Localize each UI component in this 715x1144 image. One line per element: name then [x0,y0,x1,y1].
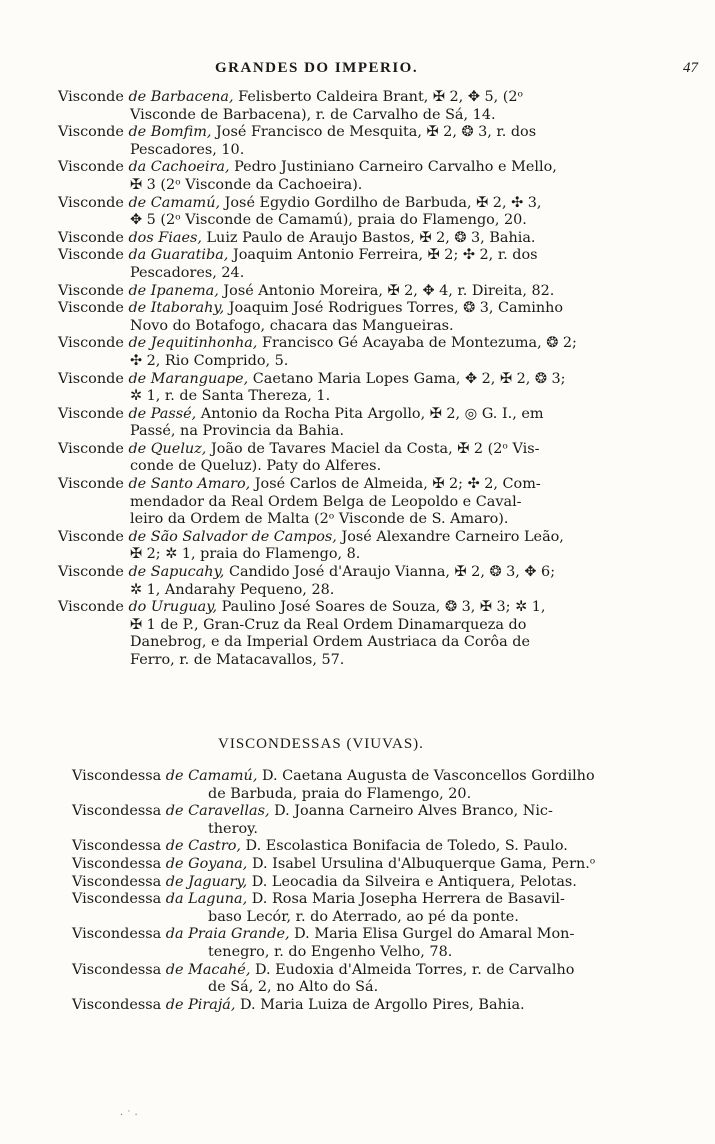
entry-title: Viscondessa [72,996,162,1013]
entry-line [58,300,700,318]
list-item [58,195,700,230]
entry-text: D. Maria Luiza de Argollo Pires, Bahia. [240,996,525,1013]
entry-text: Pedro Justiniano Carneiro Carvalho e Mello, [234,159,557,176]
entry-text: theroy. [208,820,258,837]
list-item [58,406,700,441]
entry-title: Viscondessa [72,803,162,820]
entry-line [58,371,700,389]
entry-line [58,476,700,494]
entry-place: de Queluz, [128,440,207,457]
page-number: 47 [683,60,698,76]
entry-title: Visconde [58,528,124,545]
entry-line [58,652,700,670]
list-item [58,371,700,406]
entry-line [58,124,700,142]
entry-text: Francisco Gé Acayaba de Montezuma, ❂ 2; [261,335,577,352]
entry-place: de São Salvador de Campos, [128,528,337,545]
entry-text: Ferro, r. de Matacavallos, 57. [130,652,345,668]
entry-text: Pescadores, 24. [130,264,245,281]
list-item [58,124,700,159]
viscondes-list [58,89,700,670]
entry-place: de Bomfim, [128,124,212,141]
entry-place: de Sapucahy, [128,564,225,581]
entry-title: Visconde [58,476,124,493]
entry-place: de Camamú, [165,768,258,784]
entry-line [58,599,700,617]
entry-place: da Cachoeira, [128,159,230,176]
entry-text: José Alexandre Carneiro Leão, [341,528,564,545]
entry-line [72,997,712,1015]
entry-place: de Goyana, [165,855,248,872]
entry-text: D. Caetana Augusta de Vasconcellos Gordilho [261,768,595,784]
entry-text: D. Rosa Maria Josepha Herrera de Basavil- [251,891,565,908]
list-item [72,891,712,926]
entry-title: Visconde [58,229,124,246]
entry-title: Viscondessa [72,873,162,890]
entry-line [58,177,700,195]
entry-line [58,388,700,406]
list-item [72,962,712,997]
entry-text: ✣ 2, Rio Comprido, 5. [130,352,289,369]
entry-line [72,909,712,927]
entry-text: Joaquim José Rodrigues Torres, ❂ 3, Caminho [228,300,564,317]
entry-text: D. Leocadia da Silveira e Antiquera, Pelotas. [251,873,577,890]
entry-text: Luiz Paulo de Araujo Bastos, ✠ 2, ❂ 3, Bahia. [206,229,536,246]
list-item [72,803,712,838]
list-item [58,529,700,564]
entry-text: D. Isabel Ursulina d'Albuquerque Gama, Pern.ᵒ [251,855,596,872]
entry-text: Antonio da Rocha Pita Argollo, ✠ 2, ◎ G. I., em [200,405,544,422]
entry-text: Visconde de Barbacena), r. de Carvalho de Sá, 14. [130,106,496,123]
entry-line [58,89,700,107]
entry-line [58,335,700,353]
entry-place: de Barbacena, [128,89,234,105]
paper-specks: · ˙ · [120,1110,138,1121]
entry-title: Visconde [58,282,124,299]
entry-text: de Barbuda, praia do Flamengo, 20. [208,785,472,802]
entry-line [58,265,700,283]
entry-text: José Francisco de Mesquita, ✠ 2, ❂ 3, r. dos [216,124,537,141]
entry-place: de Santo Amaro, [128,476,251,493]
entry-title: Visconde [58,440,124,457]
entry-text: José Carlos de Almeida, ✠ 2; ✣ 2, Com- [254,476,541,493]
entry-place: de Macahé, [165,961,251,978]
page-header [0,60,715,82]
entry-text: ✠ 3 (2ᵒ Visconde da Cachoeira). [130,176,363,193]
list-item [72,768,712,803]
list-item [58,300,700,335]
entry-place: de Jaguary, [165,873,248,890]
entry-line [58,247,700,265]
list-item [58,89,700,124]
list-item [58,599,700,669]
entry-text: Passé, na Provincia da Bahia. [130,423,345,440]
entry-line [58,142,700,160]
entry-line [72,891,712,909]
list-item [58,283,700,301]
entry-text: Novo do Botafogo, chacara das Mangueiras. [130,317,454,334]
entry-title: Visconde [58,335,124,352]
entry-line [58,107,700,125]
entry-line [72,786,712,804]
entry-line [58,458,700,476]
entry-text: Felisberto Caldeira Brant, ✠ 2, ✥ 5, (2ᵒ [238,89,524,105]
entry-line [58,212,700,230]
entry-text: Candido José d'Araujo Vianna, ✠ 2, ❂ 3, ✥ 6; [228,564,556,581]
entry-title: Visconde [58,124,124,141]
entry-title: Visconde [58,194,124,211]
entry-text: Danebrog, e da Imperial Ordem Austriaca da Corôa de [130,634,530,651]
list-item [72,874,712,892]
entry-title: Viscondessa [72,926,162,943]
entry-title: Visconde [58,159,124,176]
entry-line [72,944,712,962]
entry-title: Visconde [58,89,124,105]
entry-place: de Maranguape, [128,370,249,387]
entry-place: dos Fiaes, [128,229,202,246]
entry-text: Paulino José Soares de Souza, ❂ 3, ✠ 3; ✲ 1, [221,599,546,616]
entry-text: mendador da Real Ordem Belga de Leopoldo e Caval- [130,493,522,510]
entry-line [58,195,700,213]
entry-text: D. Escolastica Bonifacia de Toledo, S. Paulo. [245,838,568,855]
entry-title: Visconde [58,405,124,422]
entry-text: Pescadores, 10. [130,141,245,158]
list-item [58,159,700,194]
entry-place: da Laguna, [165,891,248,908]
entry-line [72,979,712,997]
entry-line [72,962,712,980]
entry-text: leiro da Ordem de Malta (2ᵒ Visconde de S. Amaro). [130,511,509,528]
entry-line [58,159,700,177]
entry-line [58,582,700,600]
entry-text: João de Tavares Maciel da Costa, ✠ 2 (2ᵒ Vis- [210,440,540,457]
list-item [58,441,700,476]
entry-text: ✠ 2; ✲ 1, praia do Flamengo, 8. [130,546,361,563]
entry-text: José Egydio Gordilho de Barbuda, ✠ 2, ✣ 3, [224,194,542,211]
entry-place: de Castro, [165,838,241,855]
running-title: GRANDES DO IMPERIO. [215,60,419,76]
entry-place: de Itaborahy, [128,300,225,317]
entry-title: Visconde [58,300,124,317]
entry-title: Visconde [58,370,124,387]
entry-line [72,838,712,856]
entry-text: D. Maria Elisa Gurgel do Amaral Mon- [294,926,575,943]
entry-title: Visconde [58,564,124,581]
list-item [58,476,700,529]
entry-line [72,926,712,944]
list-item [58,564,700,599]
entry-text: baso Lecór, r. do Aterrado, ao pé da ponte. [208,908,519,925]
entry-text: ✲ 1, r. de Santa Thereza, 1. [130,388,331,405]
list-item [58,247,700,282]
entry-title: Viscondessa [72,768,162,784]
entry-text: ✲ 1, Andarahy Pequeno, 28. [130,581,335,598]
section-heading: VISCONDESSAS (VIUVAS). [218,736,424,752]
entry-line [72,856,712,874]
entry-title: Viscondessa [72,855,162,872]
entry-line [58,441,700,459]
entry-line [58,634,700,652]
list-item [72,997,712,1015]
entry-place: de Jequitinhonha, [128,335,258,352]
entry-place: da Guaratiba, [128,247,229,264]
entry-title: Visconde [58,599,124,616]
entry-line [72,821,712,839]
entry-line [72,874,712,892]
entry-text: ✥ 5 (2ᵒ Visconde de Camamú), praia do Flamengo, 20. [130,212,527,229]
entry-text: D. Joanna Carneiro Alves Branco, Nic- [274,803,553,820]
entry-text: conde de Queluz). Paty do Alferes. [130,458,382,475]
entry-title: Visconde [58,247,124,264]
entry-place: de Ipanema, [128,282,219,299]
list-item [58,335,700,370]
entry-line [58,353,700,371]
entry-text: Joaquim Antonio Ferreira, ✠ 2; ✣ 2, r. dos [232,247,538,264]
entry-text: tenegro, r. do Engenho Velho, 78. [208,943,453,960]
list-item [72,838,712,856]
list-item [72,926,712,961]
entry-text: Caetano Maria Lopes Gama, ✥ 2, ✠ 2, ❂ 3; [252,370,566,387]
entry-line [58,546,700,564]
entry-place: da Praia Grande, [165,926,290,943]
viscondessas-list [72,768,712,1014]
entry-line [58,511,700,529]
entry-place: de Camamú, [128,194,221,211]
entry-title: Viscondessa [72,838,162,855]
entry-text: ✠ 1 de P., Gran-Cruz da Real Ordem Dinamarqueza do [130,616,527,633]
entry-line [58,617,700,635]
entry-line [58,318,700,336]
entry-place: de Passé, [128,405,197,422]
entry-text: D. Eudoxia d'Almeida Torres, r. de Carvalho [254,961,575,978]
entry-title: Viscondessa [72,891,162,908]
entry-place: de Caravellas, [165,803,270,820]
entry-text: José Antonio Moreira, ✠ 2, ✥ 4, r. Direita, 82. [223,282,555,299]
entry-line [58,564,700,582]
entry-line [58,423,700,441]
entry-line [58,406,700,424]
entry-title: Viscondessa [72,961,162,978]
list-item [72,856,712,874]
entry-place: de Pirajá, [165,996,236,1013]
entry-line [72,768,712,786]
entry-text: de Sá, 2, no Alto do Sá. [208,979,379,996]
entry-place: do Uruguay, [128,599,218,616]
entry-line [58,230,700,248]
entry-line [72,803,712,821]
entry-line [58,494,700,512]
list-item [58,230,700,248]
entry-line [58,529,700,547]
entry-line [58,283,700,301]
